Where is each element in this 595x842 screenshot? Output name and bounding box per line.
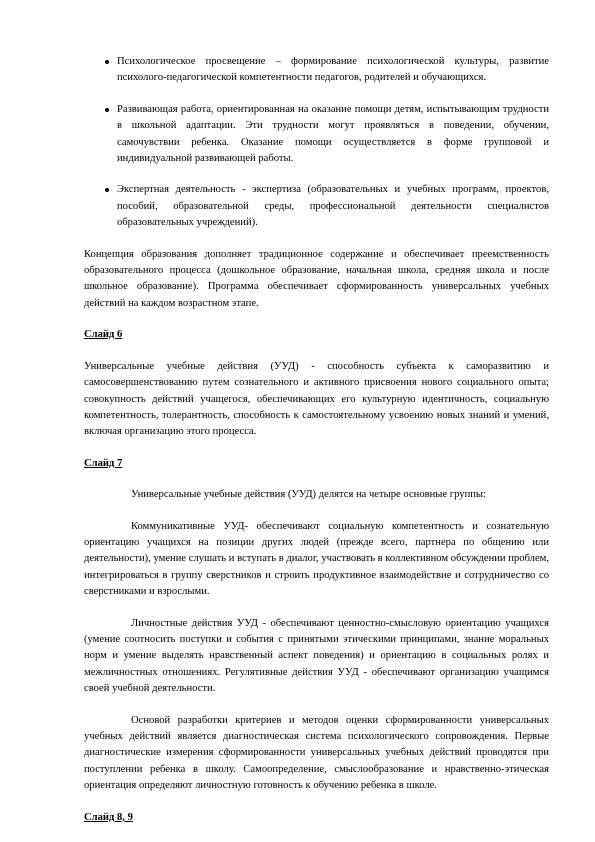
list-item xyxy=(84,54,549,87)
slide89-heading: Слайд 8, 9 xyxy=(84,811,133,823)
concept-paragraph: Концепция образования дополняет традиционное содержание и обеспечивает преемственность образовательного процесса (дошкольное образование, начальная школа, средняя школа и после школьное образование). Программа обеспечивает сформированность универсальных учебных действий на каждом возрастном этапе. xyxy=(84,248,549,309)
bullet-list xyxy=(84,54,549,232)
slide7-section xyxy=(84,456,549,795)
slide6-text: Универсальные учебные действия (УУД) - способность субъекта к саморазвитию и самосовершенствованию путем сознательного и активного присвоения нового социального опыта; совокупность действий учащегося, обеспечивающих его культурную идентичность, социальную компетентность, толерантность, способность к самостоятельному усвоению новых знаний и умений, включая организацию этого процесса. xyxy=(84,360,549,438)
slide89-section xyxy=(84,810,549,841)
slide7-intro: Универсальные учебные действия (УУД) делятся на четыре основные группы: xyxy=(131,489,486,501)
diagnostics-paragraph: Основой разработки критериев и методов оценки сформированности универсальных учебных действий является диагностическая система психологического сопровождения. Первые диагностические измерения сформированности универсальных учебных действий проводятся при поступлении ребенка в школу. Самоопределение, смыслообразование и нравственно-этическая ориентация определяют личностную готовность к обучению ребенка в школе. xyxy=(84,714,549,792)
list-item xyxy=(84,102,549,168)
bullet-text: Психологическое просвещение – формирование психологической культуры, развитие психолого-педагогической компетентности педагогов, родителей и обучающихся. xyxy=(117,56,549,84)
list-item xyxy=(84,182,549,231)
slide6-section xyxy=(84,327,549,440)
slide6-heading: Слайд 6 xyxy=(84,329,123,341)
bullet-text: Развивающая работа, ориентированная на оказание помощи детям, испытывающим трудности в школьной адаптации. Эти трудности могут проявляться в поведении, обучении, самочувствии ребенка. Оказание помощи осуществляется в форме групповой и индивидуальной развивающей работы. xyxy=(117,103,549,165)
bullet-icon xyxy=(105,188,109,192)
bullet-icon xyxy=(105,60,109,64)
slide7-heading: Слайд 7 xyxy=(84,457,123,469)
communicative-uud-paragraph: Коммуникативные УУД- обеспечивают социальную компетентность и сознательную ориентацию учащихся на позиции других людей (прежде всего, партнера по общению или деятельности), умение слушать и вступать в диалог, участвовать в коллективном обсуждении проблем, интегрироваться в группу сверстников и строить продуктивное взаимодействие и сотрудничество со сверстниками и взрослыми. xyxy=(84,520,549,598)
bullet-icon xyxy=(105,108,109,112)
personal-uud-paragraph: Личностные действия УУД - обеспечивают ценностно-смысловую ориентацию учащихся (умение соотносить поступки и события с принятыми этическими принципами, знание моральных норм и умение выделять нравственный аспект поведения) и ориентацию в социальных ролях и межличностных отношениях. Регулятивные действия УУД - обеспечивают организацию учащимся своей учебной деятельности. xyxy=(84,617,549,695)
bullet-text: Экспертная деятельность - экспертиза (образовательных и учебных программ, проектов, пособий, образовательной среды, профессиональной деятельности специалистов образовательных учреждений). xyxy=(117,184,549,229)
